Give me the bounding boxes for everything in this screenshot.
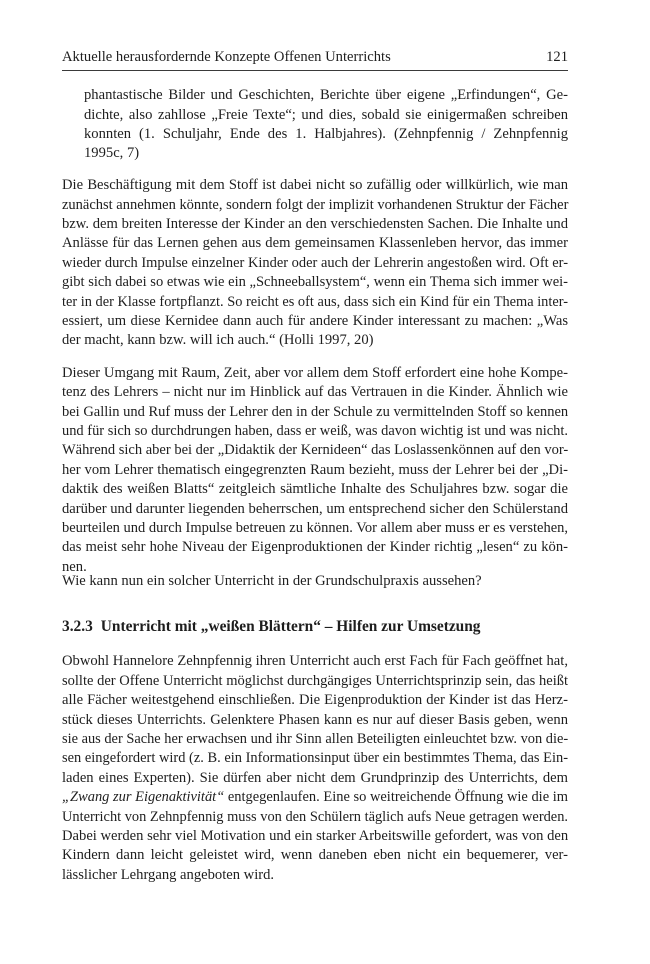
text-line bbox=[62, 788, 568, 807]
text-line: gibt sich dabei so etwas wie ein „Schneeballsystem“, wenn ein Thema sich immer wei- bbox=[62, 274, 568, 290]
text-line: Unterricht von Zehnpfennig muss von den Schülern täglich aufs Neue getragen werden. bbox=[62, 809, 568, 825]
text-line: der macht, kann bzw. will ich auch.“ (Holli 1997, 20) bbox=[62, 332, 374, 348]
text-line: Während sich aber bei der „Didaktik der Kernideen“ das Loslassenkönnen auf den vor- bbox=[62, 442, 569, 458]
text-line: bei Gallin und Ruf muss der Lehrer den in der Schule zu vermittelnden Stoff so kennen bbox=[62, 404, 569, 420]
quote-line: phantastische Bilder und Geschichten, Berichte über eigene „Erfindungen“, Ge- bbox=[84, 87, 568, 103]
section-heading bbox=[62, 617, 481, 636]
text-line: lässlicher Lehrgang angeboten wird. bbox=[62, 867, 275, 883]
text-line: stück dieses Unterrichts. Gelenktere Phasen kann es nur auf dieser Basis geben, wenn bbox=[62, 712, 568, 728]
text-line: sen eingefordert wird (z. B. ein Informationsinput über ein bestimmtes Thema, das Ein- bbox=[62, 750, 568, 766]
quote-line: konnten (1. Schuljahr, Ende des 1. Halbjahres). (Zehnpfennig / Zehnpfennig bbox=[84, 126, 568, 142]
section-title: Unterricht mit „weißen Blättern“ – Hilfen zur Umsetzung bbox=[100, 618, 481, 635]
text-line: zunächst annehmen könnte, sondern folgt der implizit vorhandenen Struktur der Fächer bbox=[62, 197, 569, 213]
text-line: sollte der Offene Unterricht möglichst durchgängiges Unterrichtsprinzip sein, das heißt bbox=[62, 673, 568, 689]
text-line: Die Beschäftigung mit dem Stoff ist dabei nicht so zufällig oder willkürlich, wie man bbox=[62, 177, 568, 193]
page-number: 121 bbox=[546, 49, 568, 65]
text-line: darüber und darunter liegenden beherrschen, um entsprechend sicher den Schülerstand bbox=[62, 501, 568, 517]
text-line: Wie kann nun ein solcher Unterricht in der Grundschulpraxis aussehen? bbox=[62, 573, 482, 589]
text-line: tenz des Lehrers – nicht nur im Hinblick auf das Vertrauen in die Kinder. Ähnlich wie bbox=[62, 384, 568, 400]
text-line: alle Fächer weitestgehend einschließen. Die Eigenproduktion der Kinder ist das Herz- bbox=[62, 692, 568, 708]
text-line: das meist sehr hohe Niveau der Eigenproduktionen der Kinder richtig „lesen“ zu kön- bbox=[62, 539, 568, 555]
quote-line: dichte, also zahllose „Freie Texte“; und dies, sobald sie einigermaßen schreiben bbox=[84, 107, 568, 123]
text-line: Dieser Umgang mit Raum, Zeit, aber vor allem dem Stoff erfordert eine hohe Kompe- bbox=[62, 365, 568, 381]
text-line: bzw. dem breiten Interesse der Kinder an den verschiedensten Sachen. Die Inhalte und bbox=[62, 216, 568, 232]
text-line: essiert, um diese Kernidee dann auch für andere Kinder interessant zu machen: „Was bbox=[62, 313, 568, 329]
text-line: nen. bbox=[62, 559, 87, 575]
text-line: ter in der Klasse fortpflanzt. So reicht es oft aus, dass sich ein Kind für ein Thema inter- bbox=[62, 294, 568, 310]
running-head-title: Aktuelle herausfordernde Konzepte Offenen Unterrichts bbox=[62, 49, 391, 65]
emphasis-text: „Zwang zur Eigenaktivität“ bbox=[62, 789, 225, 805]
section-number: 3.2.3 bbox=[62, 618, 93, 635]
text-line: laden eines Experten). Sie dürfen aber nicht dem Grundprinzip des Unterrichts, dem bbox=[62, 770, 568, 786]
text-line: Dabei werden sehr viel Motivation und ein starker Arbeitswille gefordert, was von den bbox=[62, 828, 569, 844]
text-line: Anlässe für das Lernen gehen aus dem gemeinsamen Klassenleben hervor, das immer bbox=[62, 235, 568, 251]
quote-line: 1995c, 7) bbox=[84, 145, 140, 161]
text-line: Obwohl Hannelore Zehnpfennig ihren Unterricht auch erst Fach für Fach geöffnet hat, bbox=[62, 653, 568, 669]
running-head bbox=[62, 48, 568, 71]
text-line: beurteilen und durch Impulse betreuen zu können. Vor allem aber muss er es verstehen, bbox=[62, 520, 568, 536]
text-line: Kindern dann leicht geleistet wird, wenn daneben eben nicht ein bequemerer, ver- bbox=[62, 847, 568, 863]
text-line: wieder durch Impulse einzelner Kinder oder auch der Lehrerin angestoßen wird. Oft er- bbox=[62, 255, 568, 271]
text-line: her vom Lehrer thematisch eingegrenzten Raum bezieht, muss der Lehrer bei der „Di- bbox=[62, 462, 568, 478]
text-line: sie aus der Sache her erwachsen und ihr Sinn allen Beteiligten einleuchtet bzw. von die- bbox=[62, 731, 569, 747]
text-line: daktik des weißen Blatts“ zeitgleich sämtliche Inhalte des Schuljahres bzw. sogar die bbox=[62, 481, 568, 497]
text-line-rest: entgegenlaufen. Eine so weitreichende Öffnung wie die im bbox=[224, 789, 568, 805]
text-line: und für sich so durchdrungen haben, dass er weiß, was davon wichtig ist und was nicht. bbox=[62, 423, 568, 439]
